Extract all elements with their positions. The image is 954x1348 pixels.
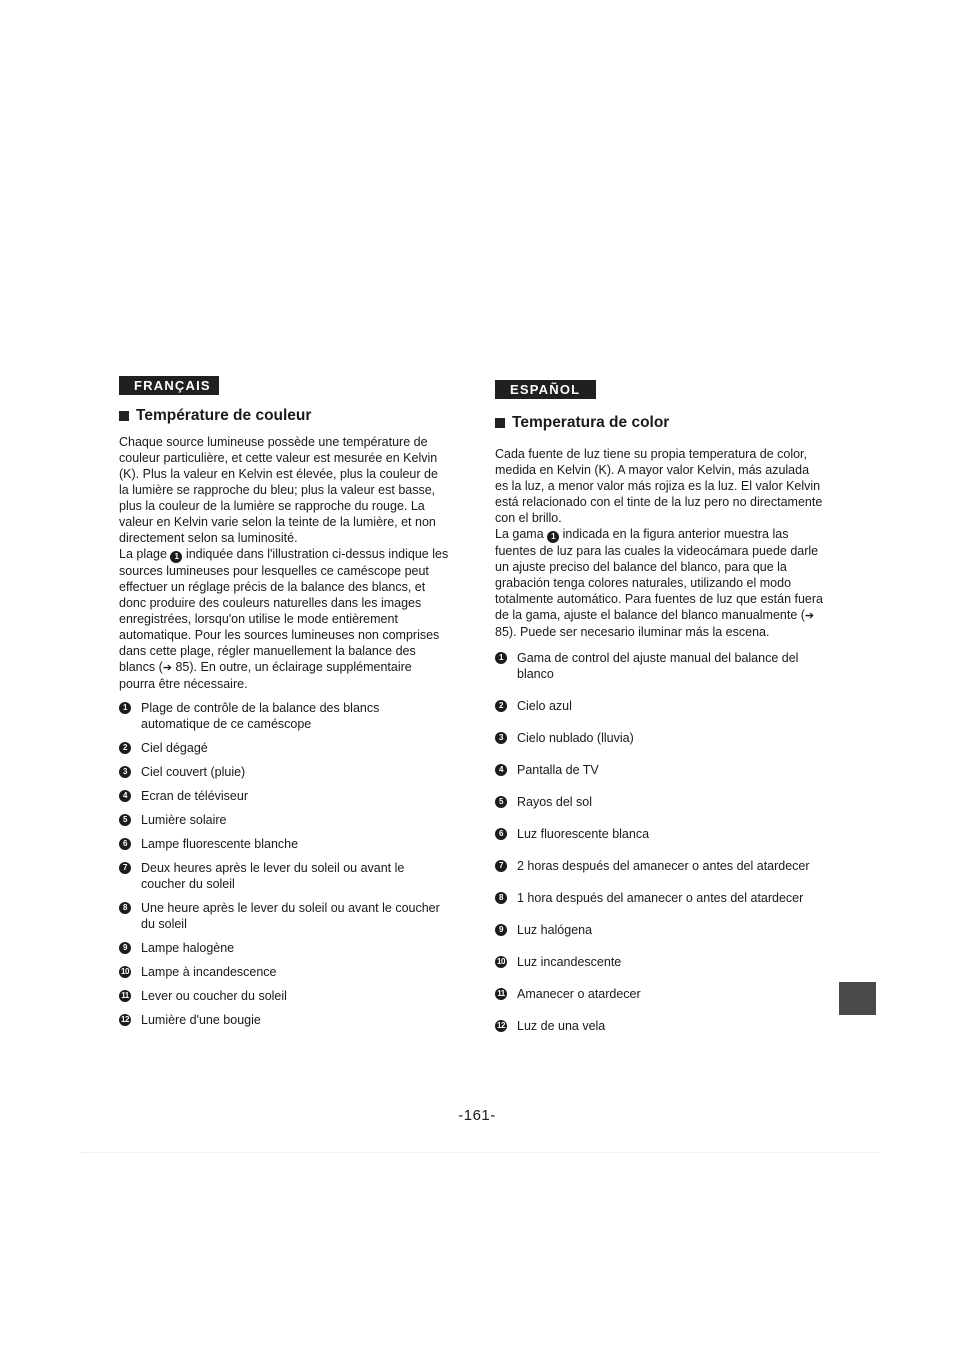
- list-item: [495, 858, 823, 874]
- list-item: [119, 940, 449, 956]
- list-item-text: 1 hora después del amanecer o antes del atardecer: [517, 891, 804, 905]
- spanish-column: [495, 380, 823, 1050]
- list-item: [119, 740, 449, 756]
- list-item-text: Luz fluorescente blanca: [517, 827, 650, 841]
- list-item-text: Luz de una vela: [517, 1019, 606, 1033]
- arrow-icon: ➔: [804, 610, 815, 622]
- list-item: [495, 698, 823, 714]
- number-badge-icon: 4: [495, 764, 507, 776]
- page-number: -161-: [458, 1107, 496, 1124]
- list-item: [119, 1012, 449, 1028]
- arrow-icon: ➔: [162, 662, 172, 674]
- list-item: [495, 650, 823, 682]
- number-badge-icon: 3: [495, 732, 507, 744]
- french-column: [119, 376, 449, 1036]
- list-item-text: Pantalla de TV: [517, 763, 599, 777]
- list-item-text: 2 horas después del amanecer o antes del atardecer: [517, 859, 810, 873]
- number-badge-icon: 1: [170, 551, 182, 563]
- number-badge-icon: 2: [495, 700, 507, 712]
- number-badge-icon: 1: [119, 702, 131, 714]
- square-bullet-icon: [495, 418, 505, 428]
- text-span: 85). En outre, un éclairage supplémentaire pourra être nécessaire.: [119, 660, 412, 691]
- list-item-text: Luz incandescente: [517, 955, 622, 969]
- list-item: [495, 890, 823, 906]
- square-bullet-icon: [119, 411, 129, 421]
- section-title-text: Température de couleur: [136, 407, 312, 424]
- number-badge-icon: 6: [119, 838, 131, 850]
- number-badge-icon: 11: [495, 988, 507, 1000]
- list-item-text: Lampe à incandescence: [141, 965, 277, 979]
- list-item-text: Gama de control del ajuste manual del balance del blanco: [517, 651, 799, 681]
- language-tab-spanish: ESPAÑOL: [495, 380, 596, 399]
- list-item: [119, 764, 449, 780]
- list-item: [119, 860, 449, 892]
- number-badge-icon: 9: [495, 924, 507, 936]
- list-item: [119, 964, 449, 980]
- list-item: [119, 900, 449, 932]
- number-badge-icon: 5: [495, 796, 507, 808]
- list-item: [119, 700, 449, 732]
- list-item: [119, 836, 449, 852]
- number-badge-icon: 1: [547, 531, 559, 543]
- section-title-text: Temperatura de color: [512, 414, 670, 431]
- divider: [80, 1152, 880, 1153]
- number-badge-icon: 12: [495, 1020, 507, 1032]
- list-item-text: Lampe fluorescente blanche: [141, 837, 299, 851]
- text-span: indiquée dans l'illustration ci-dessus indique les sources lumineuses pour lesquelles ce caméscope peut effectuer un réglage précis de la balance des blancs, et donc produire des couleurs naturelles dans les images enregistrées, lorsqu'on utilise le mode entièrement automatique. Pour les sources lumineuses non comprises dans cette plage, régler manuellement la balance des blancs (: [119, 547, 449, 674]
- section-title-french: [119, 406, 449, 426]
- list-item-text: Plage de contrôle de la balance des blancs automatique de ce caméscope: [141, 701, 380, 731]
- number-badge-icon: 9: [119, 942, 131, 954]
- list-item: [495, 826, 823, 842]
- list-item-text: Une heure après le lever du soleil ou avant le coucher du soleil: [141, 901, 440, 931]
- list-item: [495, 986, 823, 1002]
- number-badge-icon: 2: [119, 742, 131, 754]
- number-badge-icon: 7: [495, 860, 507, 872]
- number-badge-icon: 12: [119, 1014, 131, 1026]
- legend-list: [119, 700, 449, 1028]
- list-item: [119, 788, 449, 804]
- number-badge-icon: 3: [119, 766, 131, 778]
- number-badge-icon: 1: [495, 652, 507, 664]
- list-item: [119, 988, 449, 1004]
- list-item: [119, 812, 449, 828]
- number-badge-icon: 11: [119, 990, 131, 1002]
- list-item: [495, 954, 823, 970]
- list-item: [495, 762, 823, 778]
- text-span: La gama: [495, 527, 544, 541]
- number-badge-icon: 8: [495, 892, 507, 904]
- list-item-text: Lumière d'une bougie: [141, 1013, 261, 1027]
- list-item-text: Lampe halogène: [141, 941, 235, 955]
- list-item: [495, 922, 823, 938]
- list-item-text: Ciel couvert (pluie): [141, 765, 246, 779]
- list-item-text: Ecran de téléviseur: [141, 789, 249, 803]
- intro-paragraph: Chaque source lumineuse possède une température de couleur particulière, et cette valeur est mesurée en Kelvin (K). Plus la valeur en Kelvin est élevée, plus la couleur de la lumière se rapproche du bleu; plus la valeur est basse, plus la couleur de la lumière se rapproche du rouge. La valeur en Kelvin varie selon la teinte de la lumière, et non directement selon sa luminosité.: [119, 435, 438, 545]
- number-badge-icon: 5: [119, 814, 131, 826]
- text-span: indicada en la figura anterior muestra las fuentes de luz para las cuales la videocámara puede darle un ajuste preciso del balance del blanco, para que la grabación tenga colores naturales, utilizando el modo totalmente automático. Para fuentes de luz que están fuera de la gama, ajuste el balance del blanco manualmente (: [495, 527, 823, 622]
- number-badge-icon: 10: [119, 966, 131, 978]
- list-item-text: Cielo nublado (lluvia): [517, 731, 634, 745]
- range-paragraph: [119, 546, 449, 692]
- list-item-text: Ciel dégagé: [141, 741, 208, 755]
- list-item: [495, 794, 823, 810]
- number-badge-icon: 8: [119, 902, 131, 914]
- side-tab-marker: [839, 982, 876, 1015]
- number-badge-icon: 7: [119, 862, 131, 874]
- list-item: [495, 1018, 823, 1034]
- list-item-text: Deux heures après le lever du soleil ou avant le coucher du soleil: [141, 861, 405, 891]
- intro-paragraph: Cada fuente de luz tiene su propia temperatura de color, medida en Kelvin (K). A mayor valor Kelvin, más azulada es la luz, a menor valor más rojiza es la luz. El valor Kelvin está relacionado con el tinte de la luz pero no directamente con el brillo.: [495, 447, 823, 525]
- section-title-spanish: [495, 413, 823, 433]
- legend-list: [495, 650, 823, 1034]
- text-span: 85). Puede ser necesario iluminar más la escena.: [495, 625, 770, 639]
- number-badge-icon: 6: [495, 828, 507, 840]
- text-span: La plage: [119, 547, 167, 561]
- list-item-text: Cielo azul: [517, 699, 572, 713]
- number-badge-icon: 10: [495, 956, 507, 968]
- list-item-text: Lever ou coucher du soleil: [141, 989, 287, 1003]
- list-item-text: Luz halógena: [517, 923, 593, 937]
- list-item-text: Lumière solaire: [141, 813, 227, 827]
- list-item-text: Rayos del sol: [517, 795, 593, 809]
- list-item: [495, 730, 823, 746]
- number-badge-icon: 4: [119, 790, 131, 802]
- list-item-text: Amanecer o atardecer: [517, 987, 641, 1001]
- range-paragraph: [495, 526, 823, 640]
- language-tab-french: FRANÇAIS: [119, 376, 219, 395]
